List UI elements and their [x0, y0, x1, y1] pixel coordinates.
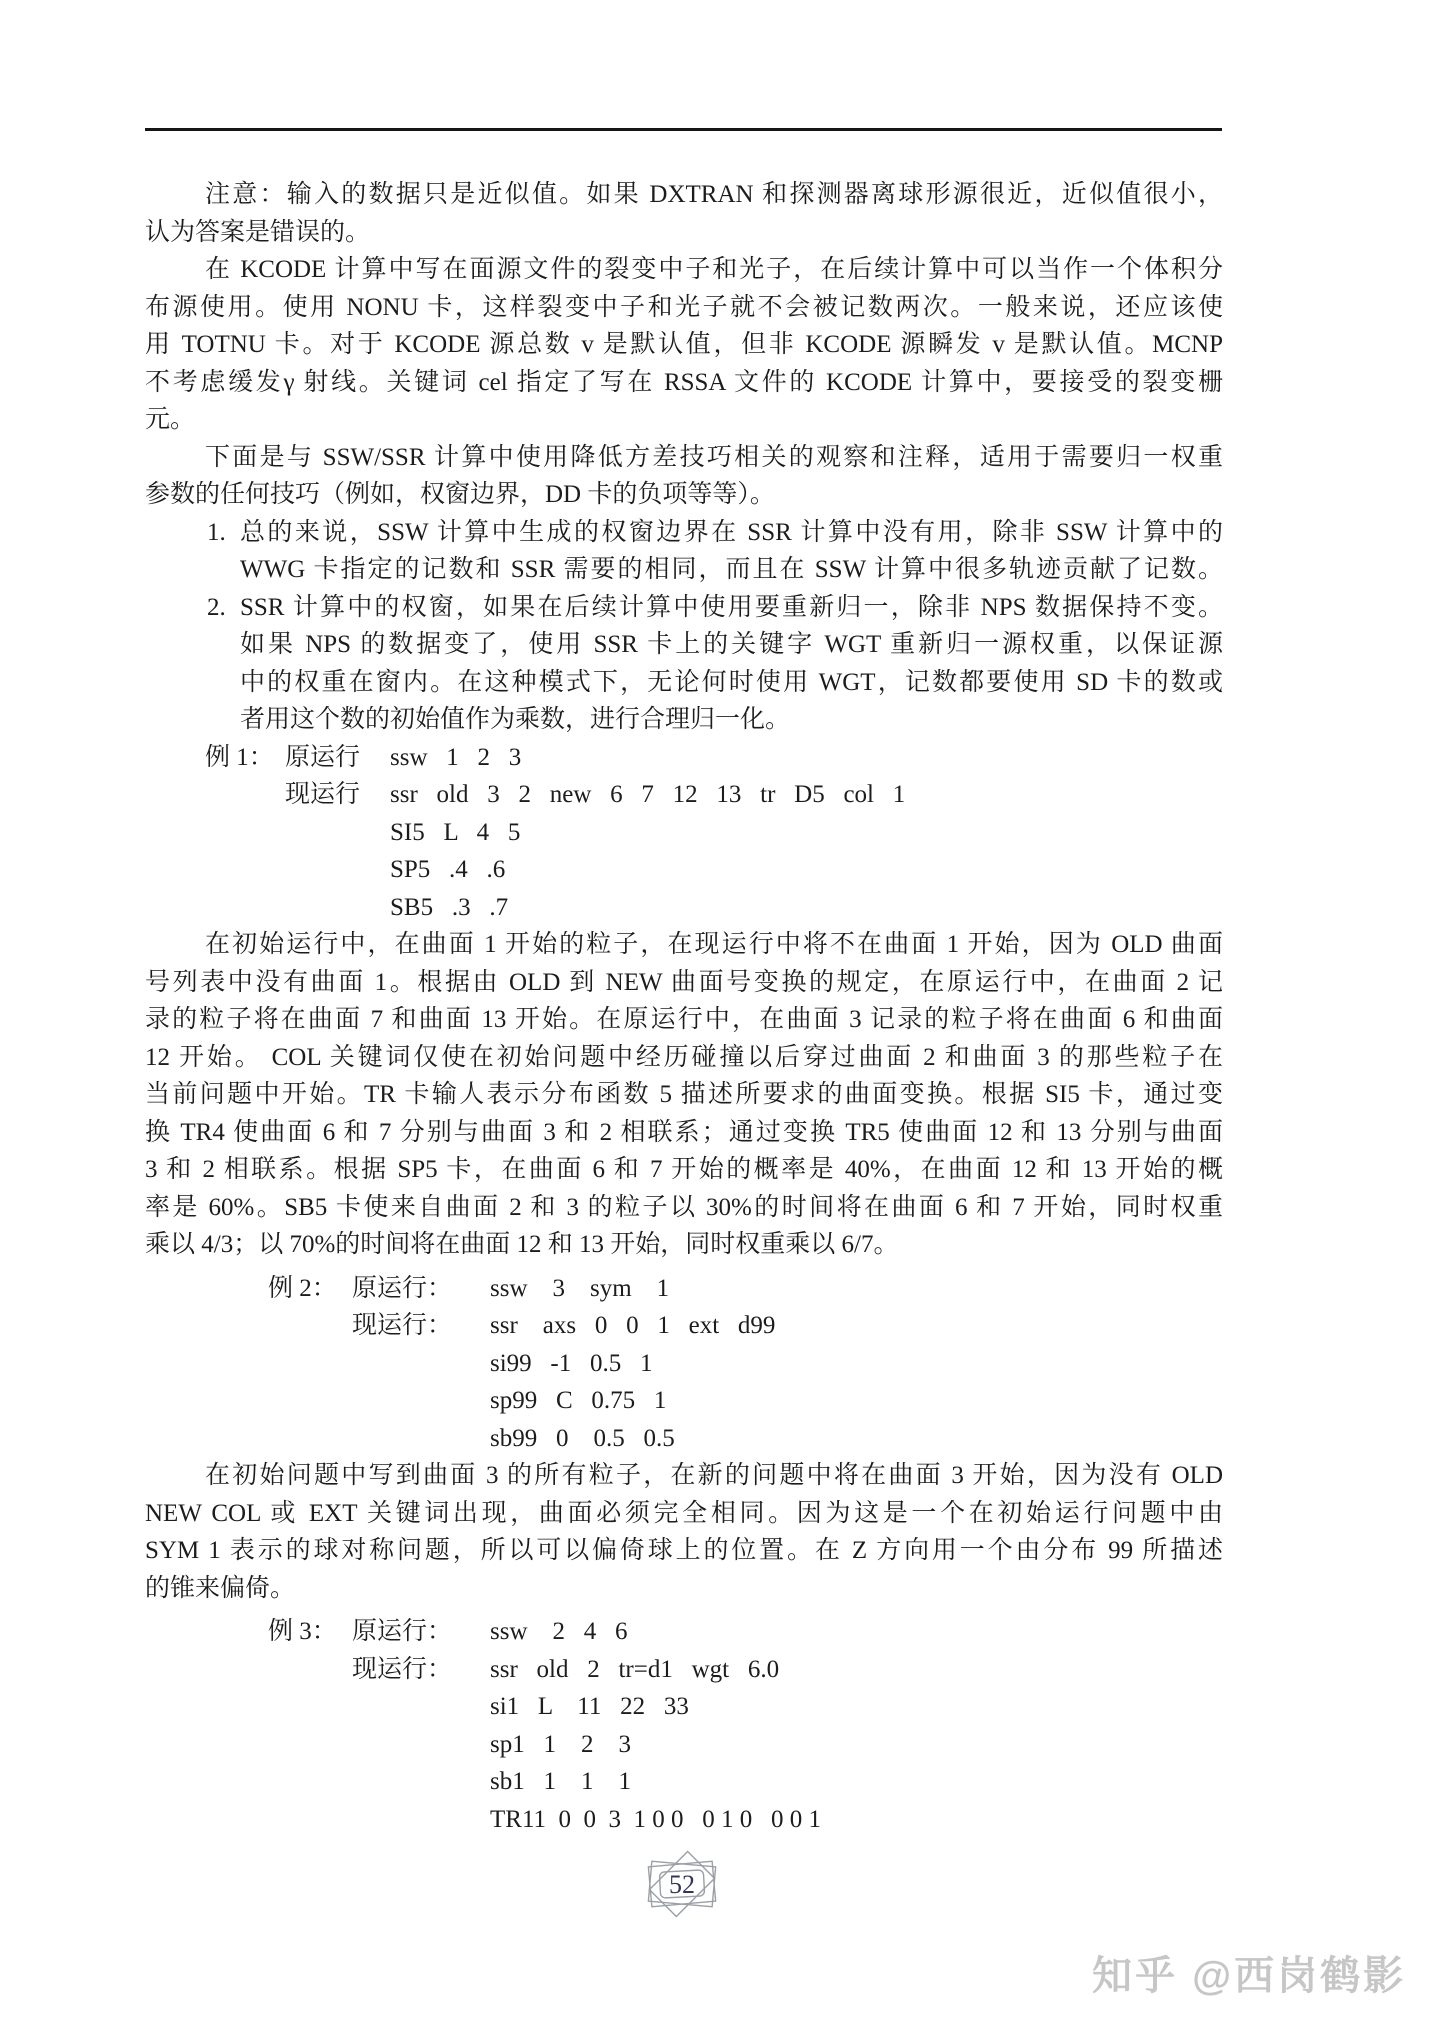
- code-tokens: SP5 .4 .6: [390, 856, 506, 883]
- text-line: 率是 60%。SB5 卡使来自曲面 2 和 3 的粒子以 30%的时间将在曲面 6 和 7 开始，同时权重: [145, 1193, 1223, 1221]
- text-line: 如果 NPS 的数据变了，使用 SSR 卡上的关键字 WGT 重新归一源权重，以保证源: [240, 631, 1223, 658]
- example-label: [268, 1307, 352, 1345]
- text-line: 布源使用。使用 NONU 卡，这样裂变中子和光子就不会被记数两次。一般来说，还应该使: [145, 293, 1223, 321]
- code-example-1: [145, 739, 1223, 927]
- run-name: 现运行：: [352, 1655, 453, 1683]
- text-line: 用 TOTNU 卡。对于 KCODE 源总数 v 是默认值，但非 KCODE 源瞬发 v 是默认值。MCNP: [145, 331, 1223, 358]
- paragraph: [145, 251, 1223, 439]
- code-tokens: ssr old 2 tr=d1 wgt 6.0: [490, 1655, 780, 1683]
- code-example-2: [145, 1270, 1223, 1458]
- text-line: SYM 1 表示的球对称问题，所以可以偏倚球上的位置。在 Z 方向用一个由分布 99 所描述: [145, 1537, 1223, 1564]
- watermark: 知乎 @西岗鹤影: [1092, 1954, 1407, 1998]
- list-number: 2.: [207, 593, 226, 621]
- code-line: [145, 1613, 1223, 1651]
- run-name: 原运行：: [352, 1618, 453, 1645]
- example-label: [268, 1801, 352, 1839]
- run-name: [285, 889, 390, 927]
- code-tokens: sb99 0 0.5 0.5: [490, 1424, 675, 1452]
- code-tokens: sp1 1 2 3: [490, 1730, 631, 1758]
- code-line: [145, 1688, 1223, 1726]
- code-line: [145, 1763, 1223, 1801]
- text-line: 在初始问题中写到曲面 3 的所有粒子，在新的问题中将在曲面 3 开始，因为没有 OLD: [205, 1462, 1223, 1489]
- code-tokens: si99 -1 0.5 1: [490, 1349, 653, 1377]
- code-tokens: ssw 1 2 3: [390, 743, 522, 771]
- run-name: 现运行: [285, 781, 361, 808]
- text-line: 元。: [145, 406, 196, 433]
- example-label: 例 2：: [268, 1274, 337, 1302]
- text-line: 中的权重在窗内。在这种模式下，无论何时使用 WGT，记数都要使用 SD 卡的数或: [240, 668, 1223, 696]
- code-tokens: ssw 3 sym 1: [490, 1274, 670, 1302]
- header-rule: [145, 128, 1222, 131]
- code-line: [145, 1307, 1223, 1345]
- emblem-graphic: [642, 1846, 722, 1922]
- text-line: 在初始运行中，在曲面 1 开始的粒子，在现运行中将不在曲面 1 开始，因为 OLD 曲面: [205, 931, 1223, 958]
- text-line: 总的来说，SSW 计算中生成的权窗边界在 SSR 计算中没有用，除非 SSW 计算中的: [240, 518, 1223, 546]
- example-label: [268, 1726, 352, 1764]
- text-line: 不考虑缓发γ 射线。关键词 cel 指定了写在 RSSA 文件的 KCODE 计算中，要接受的裂变栅: [145, 368, 1223, 396]
- text-line: 3 和 2 相联系。根据 SP5 卡，在曲面 6 和 7 开始的概率是 40%，在曲面 12 和 13 开始的概: [145, 1156, 1223, 1183]
- example-label: [268, 1382, 352, 1420]
- code-line: [145, 851, 1223, 889]
- paragraph: [145, 1457, 1223, 1607]
- run-name: 原运行: [285, 743, 361, 771]
- text-line: 号列表中没有曲面 1。根据由 OLD 到 NEW 曲面号变换的规定，在原运行中，在曲面 2 记: [145, 968, 1223, 996]
- run-name: [352, 1382, 490, 1420]
- run-name: [352, 1726, 490, 1764]
- code-line: [145, 1345, 1223, 1383]
- list-item: [145, 514, 1223, 589]
- code-tokens: ssr axs 0 0 1 ext d99: [490, 1312, 776, 1339]
- example-label: [205, 814, 285, 852]
- list-number: 1.: [207, 518, 226, 546]
- code-line: [145, 776, 1223, 814]
- code-tokens: ssw 2 4 6: [490, 1618, 628, 1645]
- text-line: 12 开始。 COL 关键词仅使在初始问题中经历碰撞以后穿过曲面 2 和曲面 3 的那些粒子在: [145, 1043, 1223, 1071]
- paragraph: [145, 926, 1223, 1264]
- example-label: [268, 1345, 352, 1383]
- text-line: 的锥来偏倚。: [145, 1574, 296, 1602]
- run-name: 现运行：: [352, 1312, 453, 1339]
- code-tokens: ssr old 3 2 new 6 7 12 13 tr D5 col 1: [390, 781, 906, 808]
- text-line: 下面是与 SSW/SSR 计算中使用降低方差技巧相关的观察和注释，适用于需要归一权重: [205, 443, 1223, 471]
- code-line: [145, 1270, 1223, 1308]
- example-label: [205, 889, 285, 927]
- code-line: [145, 889, 1223, 927]
- text-line: 当前问题中开始。TR 卡输人表示分布函数 5 描述所要求的曲面变换。根据 SI5 卡，通过变: [145, 1081, 1223, 1108]
- text-line: 参数的任何技巧（例如，权窗边界，DD 卡的负项等等）。: [145, 481, 775, 508]
- code-line: [145, 739, 1223, 777]
- code-example-3: [145, 1613, 1223, 1838]
- code-tokens: TR11 0 0 3 1 0 0 0 1 0 0 0 1: [490, 1805, 822, 1833]
- text-line: WWG 卡指定的记数和 SSR 需要的相同，而且在 SSW 计算中很多轨迹贡献了记数。: [240, 556, 1223, 583]
- code-line: [145, 1382, 1223, 1420]
- run-name: [352, 1688, 490, 1726]
- run-name: 原运行：: [352, 1274, 453, 1302]
- code-tokens: sb1 1 1 1: [490, 1768, 631, 1795]
- run-name: [352, 1345, 490, 1383]
- code-tokens: SB5 .3 .7: [390, 893, 509, 921]
- text-line: 录的粒子将在曲面 7 和曲面 13 开始。在原运行中，在曲面 3 记录的粒子将在曲面 6 和曲面: [145, 1006, 1223, 1033]
- text-line: 乘以 4/3；以 70%的时间将在曲面 12 和 13 开始，同时权重乘以 6/7。: [145, 1231, 899, 1258]
- text-line: 换 TR4 使曲面 6 和 7 分别与曲面 3 和 2 相联系；通过变换 TR5 使曲面 12 和 13 分别与曲面: [145, 1118, 1223, 1146]
- run-name: [352, 1801, 490, 1839]
- code-line: [145, 1801, 1223, 1839]
- text-line: NEW COL 或 EXT 关键词出现，曲面必须完全相同。因为这是一个在初始运行问题中由: [145, 1499, 1223, 1527]
- run-name: [285, 814, 390, 852]
- example-label: [268, 1688, 352, 1726]
- text-line: 注意：输入的数据只是近似值。如果 DXTRAN 和探测器离球形源很近，近似值很小，: [205, 181, 1223, 208]
- example-label: [268, 1420, 352, 1458]
- page-number-emblem: [642, 1846, 722, 1922]
- example-label: [205, 851, 285, 889]
- code-tokens: si1 L 11 22 33: [490, 1693, 689, 1720]
- text-line: SSR 计算中的权窗，如果在后续计算中使用要重新归一，除非 NPS 数据保持不变。: [240, 593, 1223, 621]
- paragraph: [145, 439, 1223, 514]
- example-label: 例 3：: [268, 1618, 337, 1645]
- list-item: [145, 589, 1223, 739]
- code-line: [145, 1651, 1223, 1689]
- code-tokens: sp99 C 0.75 1: [490, 1387, 667, 1414]
- text-line: 认为答案是错误的。: [145, 218, 371, 246]
- page-number: 52: [669, 1870, 695, 1899]
- code-line: [145, 814, 1223, 852]
- text-line: 者用这个数的初始值作为乘数，进行合理归一化。: [240, 706, 791, 733]
- code-line: [145, 1726, 1223, 1764]
- run-name: [285, 851, 390, 889]
- example-label: [268, 1651, 352, 1689]
- example-label: [268, 1763, 352, 1801]
- code-line: [145, 1420, 1223, 1458]
- run-name: [352, 1420, 490, 1458]
- code-tokens: SI5 L 4 5: [390, 818, 521, 846]
- document-body: [145, 176, 1223, 1838]
- example-label: [205, 776, 285, 814]
- example-label: 例 1：: [205, 743, 274, 771]
- run-name: [352, 1763, 490, 1801]
- text-line: 在 KCODE 计算中写在面源文件的裂变中子和光子，在后续计算中可以当作一个体积分: [205, 256, 1223, 283]
- paragraph: [145, 176, 1223, 251]
